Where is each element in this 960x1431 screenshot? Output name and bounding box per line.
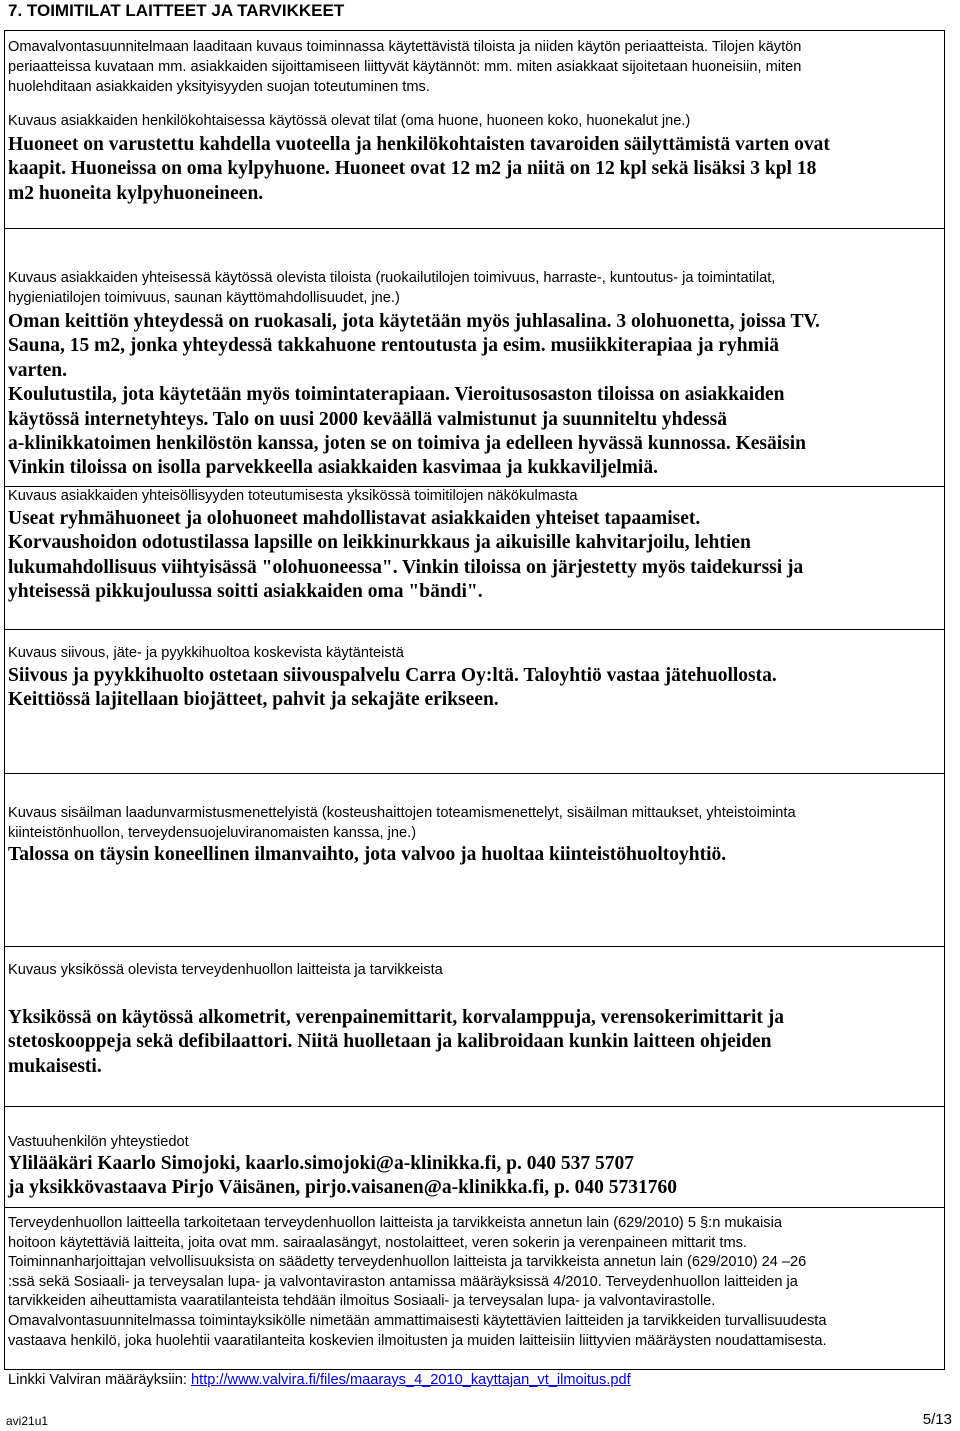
valvira-link[interactable]: http://www.valvira.fi/files/maarays_4_2010_kayttajan_vt_ilmoitus.pdf: [191, 1372, 631, 1388]
divider: [5, 946, 944, 947]
common-label-line: Kuvaus asiakkaiden yhteisessä käytössä olevista tiloista (ruokailutilojen toimivuus, harraste-, kuntoutus- ja toimintatilat,: [8, 270, 776, 286]
legal-line: tarvikkeiden aiheuttamista vaaratilanteista tehdään ilmoitus Sosiaali- ja terveysalan lupa- ja valvontavirastolle.: [8, 1293, 716, 1310]
page-number: 5/13: [922, 1411, 952, 1428]
community-line: Korvaushoidon odotustilassa lapsille on leikkinurkkaus ja aikuisille kahvitarjoilu, lehtien: [8, 532, 751, 554]
legal-line: :ssä sekä Sosiaali- ja terveysalan lupa- ja valvontaviraston antamissa määräyksissä 4/2010. Terveydenhuollon laitteiden ja: [8, 1273, 798, 1290]
cleaning-text: [8, 664, 938, 713]
community-line: lukumahdollisuus viihtyisässä "olohuoneessa". Vinkin tiloissa on järjestetty myös taidekurssi ja: [8, 556, 804, 578]
common-line: käytössä internetyhteys. Talo on uusi 2000 keväällä valmistunut ja suunniteltu yhdessä: [8, 408, 727, 430]
cleaning-label: Kuvaus siivous, jäte- ja pyykkihuoltoa koskevista käytänteistä: [8, 645, 404, 661]
community-line: yhteisessä pikkujoulussa soitti asiakkaiden oma "bändi".: [8, 581, 483, 603]
air-label-line: Kuvaus sisäilman laadunvarmistusmenettelyistä (kosteushaittojen toteamismenettelyt, sisäilman mittaukset, yhteistoiminta: [8, 805, 796, 821]
contact-line: ja yksikkövastaava Pirjo Väisänen, pirjo.vaisanen@a-klinikka.fi, p. 040 5731760: [8, 1177, 677, 1199]
common-line: Koulutustila, jota käytetään myös toimintaterapiaan. Vieroitusosaston tiloissa on asiakkaiden: [8, 384, 785, 406]
intro-line: periaatteissa kuvataan mm. asiakkaiden sijoittamiseen liittyvät käytännöt: mm. miten asiakkaat sijoitetaan huoneisiin, miten: [8, 59, 802, 75]
divider: [5, 629, 944, 630]
common-label: [8, 268, 938, 308]
equipment-line: Yksikössä on käytössä alkometrit, verenpainemittarit, korvalamppuja, verensokerimittarit ja: [8, 1007, 784, 1028]
rooms-text: [8, 133, 938, 206]
air-text: [8, 843, 938, 867]
equipment-line: mukaisesti.: [8, 1055, 102, 1077]
legal-line: Toiminnanharjoittajan velvollisuuksista on säädetty terveydenhuollon laitteista ja tarvikkeista annetun lain (629/2010) 24 –26: [8, 1254, 807, 1271]
contact-text: [8, 1152, 938, 1201]
divider: [5, 228, 944, 229]
common-line: Vinkin tiloissa on isolla parvekkeella asiakkaiden kasvimaa ja kukkaviljelmiä.: [8, 457, 658, 479]
equipment-text: [8, 1006, 938, 1079]
air-label-line: kiinteistönhuollon, terveydensuojeluviranomaisten kanssa, jne.): [8, 825, 417, 841]
divider: [5, 1106, 944, 1107]
common-line: Sauna, 15 m2, jonka yhteydessä takkahuone rentoutusta ja esim. musiikkiterapiaa ja ryhmiä: [8, 335, 780, 357]
equipment-label: Kuvaus yksikössä olevista terveydenhuollon laitteista ja tarvikkeista: [8, 962, 443, 978]
air-line: Talossa on täysin koneellinen ilmanvaihto, jota valvoo ja huoltaa kiinteistöhuoltoyhtiö.: [8, 844, 727, 865]
section-heading: 7. TOIMITILAT LAITTEET JA TARVIKKEET: [8, 1, 345, 20]
rooms-line: Huoneet on varustettu kahdella vuoteella ja henkilökohtaisten tavaroiden säilyttämistä varten ovat: [8, 134, 830, 155]
rooms-line: m2 huoneita kylpyhuoneineen.: [8, 182, 264, 204]
valvira-link-row: [8, 1370, 938, 1390]
common-label-line: hygieniatilojen toimivuus, saunan käyttömahdollisuudet, jne.): [8, 290, 400, 306]
rooms-label: Kuvaus asiakkaiden henkilökohtaisessa käytössä olevat tilat (oma huone, huoneen koko, huonekalut jne.): [8, 113, 691, 129]
common-text: [8, 310, 938, 481]
community-label: Kuvaus asiakkaiden yhteisöllisyyden toteutumisesta yksikössä toimitilojen näkökulmasta: [8, 488, 578, 504]
contact-label: Vastuuhenkilön yhteystiedot: [8, 1134, 189, 1150]
legal-text: [8, 1214, 938, 1351]
legal-line: hoitoon käytettäviä laitteita, joita ovat mm. sairaalasängyt, nostolaitteet, veren sokerin ja verenpaineen mittarit tms.: [8, 1234, 747, 1251]
legal-line: vastaava henkilö, joka huolehtii vaaratilanteita koskevien ilmoitusten ja muiden laitteisiin liittyvien määräysten noudattamisesta.: [8, 1332, 827, 1349]
common-line: a-klinikkatoimen henkilöstön kanssa, joten se on toimiva ja edelleen hyvässä kunnossa. Kesäisin: [8, 433, 807, 455]
cleaning-line: Siivous ja pyykkihuolto ostetaan siivouspalvelu Carra Oy:ltä. Taloyhtiö vastaa jätehuollosta.: [8, 665, 777, 686]
intro-text: [8, 37, 938, 97]
divider: [5, 1207, 944, 1208]
common-line: varten.: [8, 359, 68, 381]
rooms-line: kaapit. Huoneissa on oma kylpyhuone. Huoneet ovat 12 m2 ja niitä on 12 kpl sekä lisäksi 3 kpl 18: [8, 158, 817, 180]
legal-line: Terveydenhuollon laitteella tarkoitetaan terveydenhuollon laitteista ja tarvikkeista annetun lain (629/2010) 5 §:n mukaisia: [8, 1215, 782, 1231]
air-label: [8, 803, 938, 843]
doc-id: avi21u1: [6, 1414, 49, 1428]
contact-line: Ylilääkäri Kaarlo Simojoki, kaarlo.simojoki@a-klinikka.fi, p. 040 537 5707: [8, 1153, 634, 1174]
intro-line: Omavalvontasuunnitelmaan laaditaan kuvaus toiminnassa käytettävistä tiloista ja niiden käytön periaatteista. Tilojen käytön: [8, 39, 802, 55]
cleaning-line: Keittiössä lajitellaan biojätteet, pahvit ja sekajäte erikseen.: [8, 689, 499, 711]
intro-line: huolehditaan asiakkaiden yksityisyyden suojan toteutuminen tms.: [8, 79, 430, 95]
community-line: Useat ryhmähuoneet ja olohuoneet mahdollistavat asiakkaiden yhteiset tapaamiset.: [8, 508, 701, 529]
legal-line: Omavalvontasuunnitelmassa toimintayksikölle nimetään ammattimaisesti käytettävien laitteiden ja tarvikkeiden turvallisuudesta: [8, 1312, 827, 1329]
link-prefix: Linkki Valviran määräyksiin:: [8, 1372, 192, 1388]
divider: [5, 773, 944, 774]
community-text: [8, 507, 938, 605]
equipment-line: stetoskooppeja sekä defibilaattori. Niitä huolletaan ja kalibroidaan kunkin laitteen ohjeiden: [8, 1031, 772, 1053]
common-line: Oman keittiön yhteydessä on ruokasali, jota käytetään myös juhlasalina. 3 olohuonetta, joissa TV.: [8, 311, 820, 332]
